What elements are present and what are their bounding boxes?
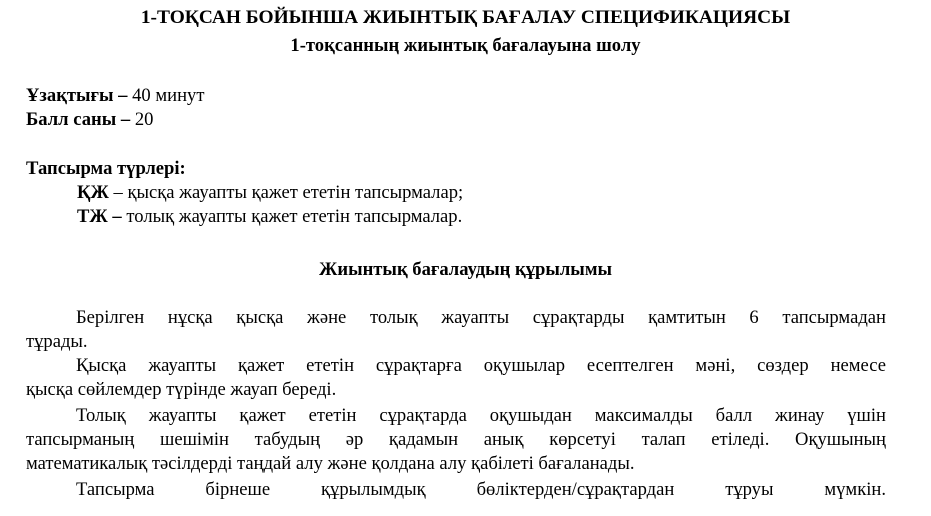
score-label: Балл саны –: [26, 109, 131, 130]
document-subtitle: 1-тоқсанның жиынтық бағалауына шолу: [290, 35, 641, 56]
task-type-code: ҚЖ: [77, 182, 109, 203]
paragraph-line: математикалық тәсілдерді таңдай алу және қолдана алу қабілеті бағаланады.: [26, 453, 635, 474]
task-type-text: толық жауапты қажет ететін тапсырмалар.: [121, 206, 463, 227]
score-value: 20: [130, 109, 154, 130]
paragraph-line: Толық жауапты қажет ететін сұрақтарда оқушыдан максималды балл жинау үшін: [76, 405, 886, 426]
duration-value: 40 минут: [127, 85, 205, 106]
section-heading: Жиынтық бағалаудың құрылымы: [318, 259, 613, 280]
paragraph-line: Берілген нұсқа қысқа және толық жауапты сұрақтарды қамтитын 6 тапсырмадан: [76, 307, 886, 328]
duration-label: Ұзақтығы –: [26, 85, 128, 106]
task-type-item: [77, 181, 463, 205]
score-row: [26, 108, 153, 132]
paragraph-line: Қысқа жауапты қажет ететін сұрақтарға оқушылар есептелген мәні, сөздер немесе: [76, 355, 886, 376]
task-type-text: – қысқа жауапты қажет ететін тапсырмалар;: [108, 182, 464, 203]
task-types-heading: Тапсырма түрлері:: [26, 158, 186, 179]
document-title: 1-ТОҚСАН БОЙЫНША ЖИЫНТЫҚ БАҒАЛАУ СПЕЦИФИКАЦИЯСЫ: [140, 7, 791, 28]
paragraph-line: тапсырманың шешімін табудың әр қадамын анық көрсетуі талап етіледі. Оқушының: [26, 429, 886, 450]
paragraph-line: Тапсырма бірнеше құрылымдық бөліктерден/сұрақтардан тұруы мүмкін.: [76, 479, 886, 500]
task-type-code: ТЖ –: [77, 206, 122, 227]
task-type-item: [77, 205, 462, 229]
paragraph-line: тұрады.: [26, 331, 88, 352]
duration-row: [26, 84, 204, 108]
paragraph-line: қысқа сөйлемдер түрінде жауап береді.: [26, 379, 337, 400]
